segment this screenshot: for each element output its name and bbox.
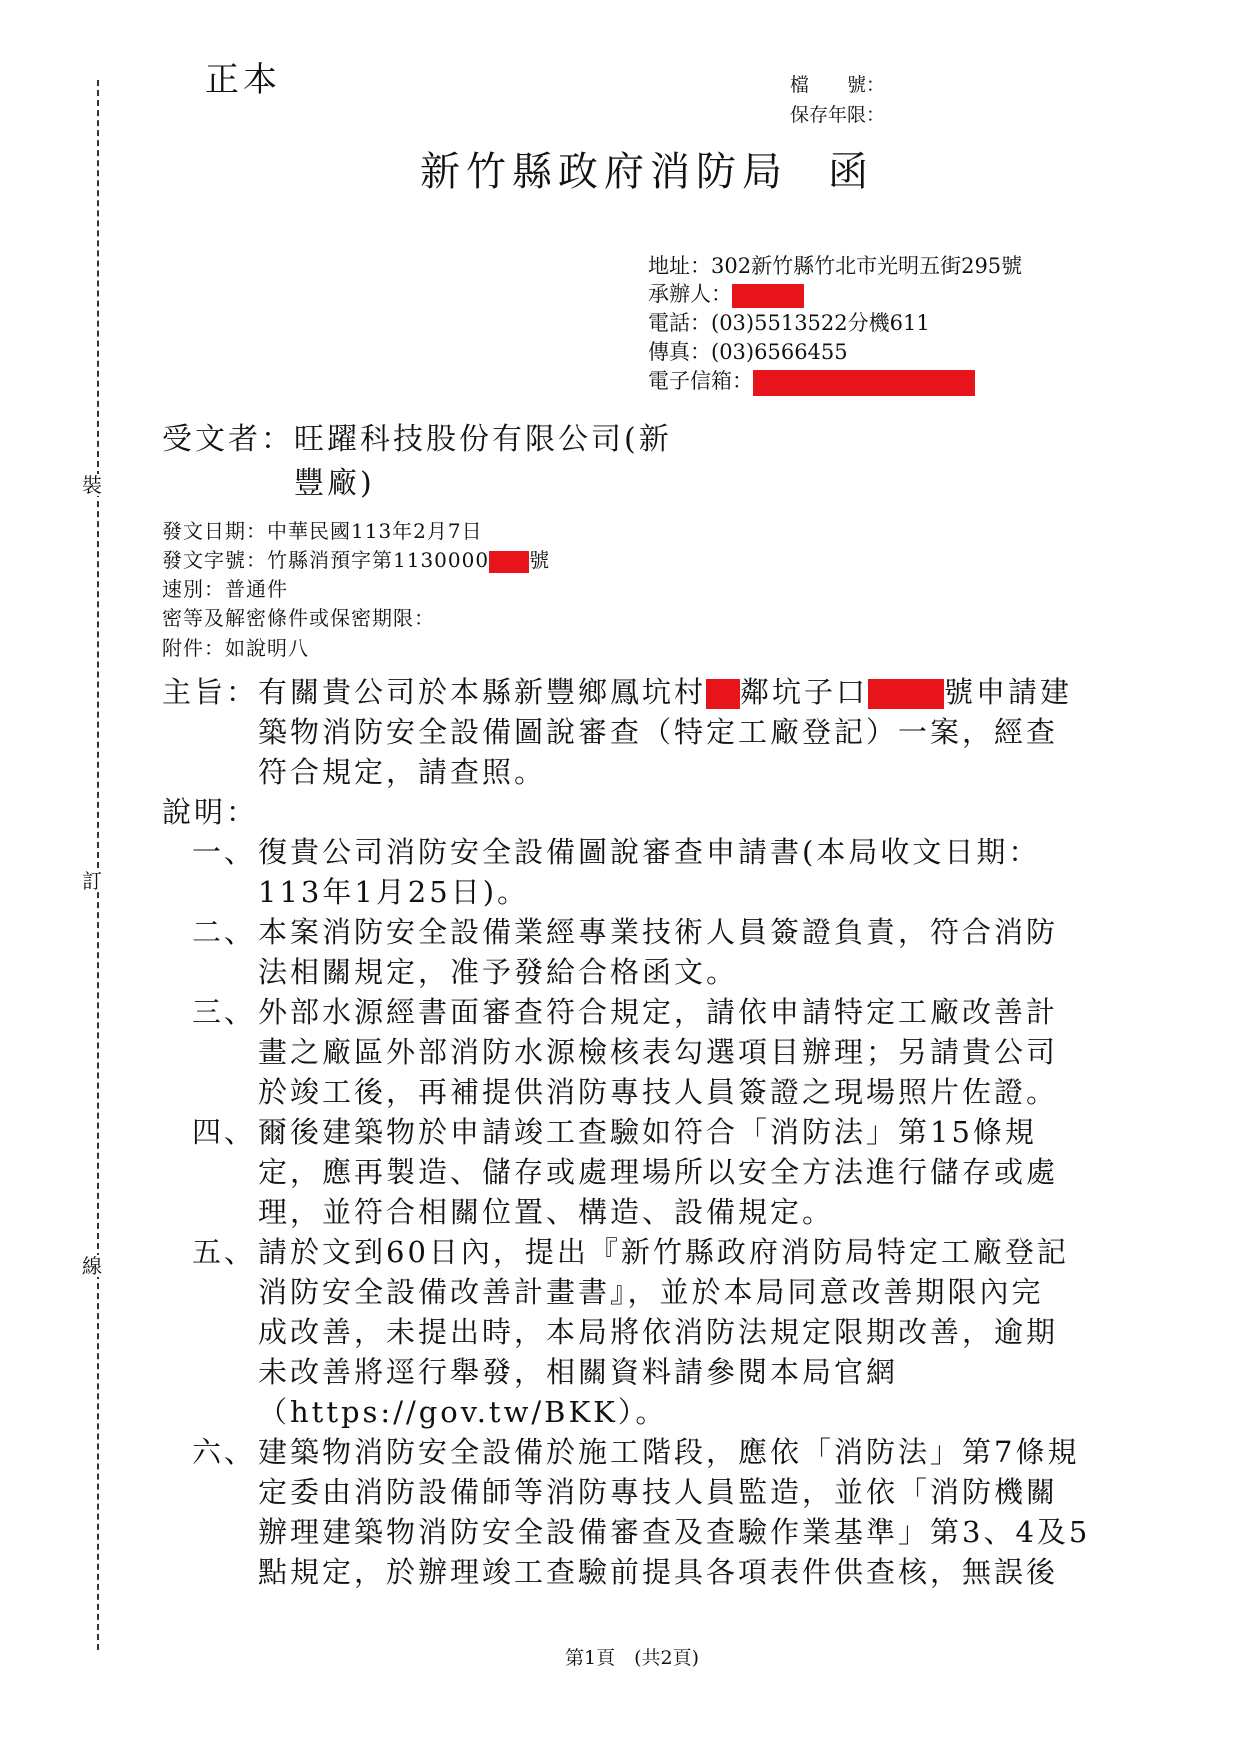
recipient-label: 受文者： [162, 422, 294, 457]
explanation-label: 說明： [162, 795, 259, 829]
explanation-item-line: （https://gov.tw/BKK）。 [258, 1395, 668, 1429]
explanation-item-line: 建築物消防安全設備於施工階段，應依「消防法」第7條規 [258, 1435, 1080, 1469]
subject-text-a: 有關貴公司於本縣新豐鄉鳳坑村 [258, 675, 707, 709]
explanation-item-line: 辦理建築物消防安全設備審查及查驗作業基準」第3、4及5 [258, 1515, 1091, 1549]
explanation-item-line: 法相關規定，准予發給合格函文。 [258, 955, 739, 989]
secrecy-level: 密等及解密條件或保密期限： [162, 606, 435, 630]
subject-line-3: 符合規定，請查照。 [258, 755, 547, 789]
subject-text-c: 號申請建 [944, 675, 1073, 709]
explanation-item-line: 本案消防安全設備業經專業技術人員簽證負責，符合消防 [258, 915, 1059, 949]
document-number-prefix: 發文字號：竹縣消預字第1130000 [162, 548, 490, 572]
explanation-item-line: 113年1月25日)。 [258, 875, 530, 909]
explanation-item-line: 請於文到60日內，提出『新竹縣政府消防局特定工廠登記 [258, 1235, 1069, 1269]
explanation-item-line: 成改善，未提出時，本局將依消防法規定限期改善，逾期 [258, 1315, 1059, 1349]
speed-category: 速別：普通件 [162, 577, 288, 601]
document-title [420, 140, 874, 197]
recipient-name-line2: 豐廠) [294, 466, 375, 501]
recipient [162, 418, 672, 506]
redacted-email [753, 370, 975, 396]
document-kind: 函 [828, 149, 874, 195]
explanation-item-number: 四、 [192, 1115, 257, 1149]
binding-mark-xian: 線 [82, 1254, 102, 1278]
recipient-name-line1: 旺躍科技股份有限公司(新 [294, 422, 672, 457]
subject-line-2: 築物消防安全設備圖說審查（特定工廠登記）一案，經查 [258, 715, 1059, 749]
explanation-item-number: 二、 [192, 915, 257, 949]
attachment: 附件：如說明八 [162, 636, 309, 660]
explanation-item-line: 定，應再製造、儲存或處理場所以安全方法進行儲存或處 [258, 1155, 1059, 1189]
binding-mark-zhuang: 裝 [82, 473, 102, 497]
binding-line [97, 80, 99, 1650]
contact-officer [648, 280, 804, 308]
file-number-label: 檔 號： [790, 74, 886, 96]
explanation-item-line: 復貴公司消防安全設備圖說審查申請書(本局收文日期： [258, 835, 1041, 869]
subject-line-1 [258, 672, 1108, 712]
explanation-item-line: 點規定，於辦理竣工查驗前提具各項表件供查核，無誤後 [258, 1555, 1059, 1589]
contact-address: 地址：302新竹縣竹北市光明五街295號 [648, 254, 1023, 278]
document-number-suffix: 號 [529, 548, 551, 572]
explanation-item-line: 定委由消防設備師等消防專技人員監造，並依「消防機關 [258, 1475, 1059, 1509]
subject-label: 主旨： [162, 675, 259, 709]
contact-phone: 電話：(03)5513522分機611 [648, 311, 930, 335]
binding-mark-ding: 訂 [82, 869, 102, 893]
copy-mark: 正本 [205, 60, 281, 100]
explanation-item-number: 三、 [192, 995, 257, 1029]
page-number: 第1頁 (共2頁) [565, 1647, 700, 1669]
contact-fax: 傳真：(03)6566455 [648, 340, 848, 364]
redacted-officer [732, 284, 804, 308]
officer-label: 承辦人： [648, 282, 732, 306]
redacted-number [489, 551, 529, 573]
explanation-item-line: 於竣工後，再補提供消防專技人員簽證之現場照片佐證。 [258, 1075, 1059, 1109]
redacted-house-number [868, 679, 944, 709]
issuing-agency: 新竹縣政府消防局 [420, 149, 788, 195]
explanation-item-line: 外部水源經書面審查符合規定，請依申請特定工廠改善計 [258, 995, 1059, 1029]
explanation-item-number: 一、 [192, 835, 257, 869]
issue-date: 發文日期：中華民國113年2月7日 [162, 519, 483, 543]
subject-text-b: 鄰坑子口 [740, 675, 869, 709]
contact-email [648, 367, 975, 396]
email-label: 電子信箱： [648, 369, 753, 393]
explanation-item-line: 消防安全設備改善計畫書』，並於本局同意改善期限內完 [258, 1275, 1044, 1309]
explanation-item-number: 六、 [192, 1435, 257, 1469]
redacted-neighborhood [706, 679, 740, 709]
explanation-item-line: 理，並符合相關位置、構造、設備規定。 [258, 1195, 835, 1229]
explanation-item-line: 爾後建築物於申請竣工查驗如符合「消防法」第15條規 [258, 1115, 1037, 1149]
explanation-item-line: 畫之廠區外部消防水源檢核表勾選項目辦理；另請貴公司 [258, 1035, 1059, 1069]
retention-label: 保存年限： [790, 104, 886, 126]
document-number [162, 544, 550, 573]
explanation-item-line: 未改善將逕行舉發，相關資料請參閱本局官網 [258, 1355, 899, 1389]
explanation-item-number: 五、 [192, 1235, 257, 1269]
